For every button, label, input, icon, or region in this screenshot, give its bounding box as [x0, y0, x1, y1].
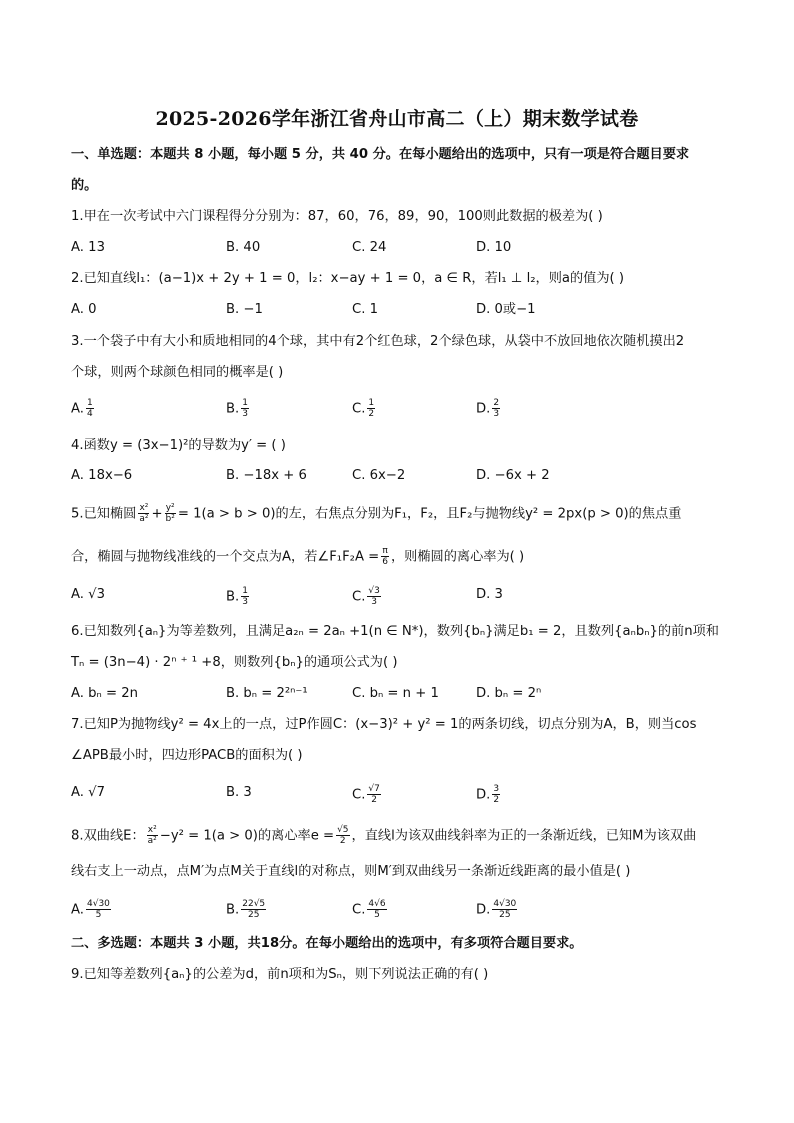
option-d: D. $\frac{3}{2}$: [476, 784, 500, 805]
question-8-options: [71, 899, 751, 923]
question-3-cont: 个球，则两个球颜色相同的概率是( ): [71, 365, 284, 380]
section2-heading: 二、多选题：本题共 3 小题，共18分。在每小题给出的选项中，有多项符合题目要求。: [71, 936, 583, 951]
option-b: B. $\frac{1}{3}$: [226, 398, 248, 419]
option-a: A. √3: [71, 587, 105, 602]
option-b: B. 3: [226, 785, 252, 800]
option-b: B. bₙ = 2²ⁿ⁻¹: [226, 686, 308, 701]
question-7-cont: ∠APB最小时，四边形PACB的面积为( ): [71, 748, 303, 763]
section1-heading-cont: 的。: [71, 178, 98, 193]
question-7: 7.已知P为抛物线y² = 4x上的一点，过P作圆C：(x−3)² + y² = 1的两条切线，切点分别为A，B，则当cos: [71, 717, 697, 732]
question-4: 4.函数y = (3x−1)²的导数为y′ = ( ): [71, 438, 286, 453]
option-c: C. 24: [352, 240, 387, 255]
option-a: A. bₙ = 2n: [71, 686, 138, 701]
question-5-options: [71, 586, 751, 610]
option-c: C. $\frac{√3}{3}$: [352, 586, 380, 607]
option-d: D. 10: [476, 240, 512, 255]
fraction: $\frac{2}{3}$: [493, 398, 500, 419]
option-d: D. $\frac{2}{3}$: [476, 398, 500, 419]
question-6-cont: Tₙ = (3n−4) · 2ⁿ ⁺ ¹ +8，则数列{bₙ}的通项公式为( ): [71, 655, 398, 670]
question-9: 9.已知等差数列{aₙ}的公差为d，前n项和为Sₙ，则下列说法正确的有( ): [71, 967, 489, 982]
option-d: D. −6x + 2: [476, 468, 550, 483]
fraction: $\frac{√3}{3}$: [368, 586, 380, 607]
fraction: $\frac{\text{x²}}{\text{a²}}$: [139, 503, 149, 524]
question-4-options: [71, 467, 751, 491]
fraction: $\frac{3}{2}$: [493, 784, 500, 805]
question-1-options: [71, 239, 751, 263]
fraction: $\frac{√5}{2}$: [337, 825, 349, 846]
option-d: D. 3: [476, 587, 503, 602]
question-8-cont: 线右支上一动点，点M′为点M关于直线l的对称点，则M′到双曲线另一条渐近线距离的最小值是( ): [71, 864, 631, 879]
option-c: C. bₙ = n + 1: [352, 686, 439, 701]
question-5: 5.已知椭圆 $\frac{\text{x²}}{\text{a²}}$ + $\frac{\text{y²}}{\text{b²}}$ = 1(a > b > 0)的左，右焦点分别为F₁，F₂，且F₂与抛物线y² = 2px(p > 0)的焦点重: [71, 503, 682, 524]
fraction: $\frac{4√30}{5}$: [86, 899, 110, 920]
option-a: A. $\frac{4√30}{5}$: [71, 899, 110, 920]
option-c: C. 1: [352, 302, 378, 317]
option-c: C. $\frac{1}{2}$: [352, 398, 375, 419]
fraction: $\frac{1}{3}$: [242, 398, 248, 419]
question-5-cont: 合，椭圆与抛物线准线的一个交点为A，若∠F₁F₂A = $\frac{\pi}{6}$ ，则椭圆的离心率为( ): [71, 546, 525, 567]
section1-heading: 一、单选题：本题共 8 小题，每小题 5 分，共 40 分。在每小题给出的选项中，只有一项是符合题目要求: [71, 147, 690, 162]
fraction: $\frac{\text{x²}}{\text{a²}}$: [147, 825, 157, 846]
question-2: 2.已知直线l₁：(a−1)x + 2y + 1 = 0，l₂：x−ay + 1 = 0，a ∈ R，若l₁ ⊥ l₂，则a的值为( ): [71, 271, 625, 286]
option-c: C. $\frac{√7}{2}$: [352, 784, 380, 805]
option-b: B. 40: [226, 240, 261, 255]
fraction: $\frac{1}{3}$: [242, 586, 248, 607]
question-7-options: [71, 784, 751, 808]
question-6: 6.已知数列{aₙ}为等差数列，且满足a₂ₙ = 2aₙ +1(n ∈ N*)，数列{bₙ}满足b₁ = 2，且数列{aₙbₙ}的前n项和: [71, 624, 719, 639]
option-a: A. 0: [71, 302, 97, 317]
fraction: $\frac{4√30}{25}$: [493, 899, 517, 920]
option-c: C. $\frac{4√6}{5}$: [352, 899, 386, 920]
question-3: 3.一个袋子中有大小和质地相同的4个球，其中有2个红色球，2个绿色球，从袋中不放回地依次随机摸出2: [71, 334, 685, 349]
option-a: A. $\frac{1}{4}$: [71, 398, 93, 419]
fraction: $\frac{22√5}{25}$: [242, 899, 266, 920]
question-8: 8.双曲线E： $\frac{\text{x²}}{\text{a²}}$ −y² = 1(a > 0)的离心率e = $\frac{√5}{2}$ ，直线l为该双曲线斜率为正的一条渐近线，已知M为该双曲: [71, 825, 697, 846]
option-a: A. √7: [71, 785, 105, 800]
question-6-options: [71, 685, 751, 709]
fraction: $\frac{1}{4}$: [86, 398, 93, 419]
option-b: B. −18x + 6: [226, 468, 307, 483]
fraction: $\frac{4√6}{5}$: [368, 899, 386, 920]
option-d: D. bₙ = 2ⁿ: [476, 686, 542, 701]
question-2-options: [71, 301, 751, 325]
fraction: $\frac{1}{2}$: [368, 398, 375, 419]
option-a: A. 13: [71, 240, 105, 255]
question-3-options: [71, 398, 751, 422]
option-b: B. $\frac{1}{3}$: [226, 586, 248, 607]
option-a: A. 18x−6: [71, 468, 133, 483]
fraction: $\frac{√7}{2}$: [368, 784, 380, 805]
option-d: D. 0或−1: [476, 302, 536, 317]
fraction: $\frac{\text{y²}}{\text{b²}}$: [165, 503, 175, 524]
option-b: B. −1: [226, 302, 263, 317]
option-c: C. 6x−2: [352, 468, 406, 483]
exam-title: 2025-2026学年浙江省舟山市高二（上）期末数学试卷: [155, 108, 639, 130]
fraction: $\frac{\pi}{6}$: [382, 546, 388, 567]
option-d: D. $\frac{4√30}{25}$: [476, 899, 517, 920]
option-b: B. $\frac{22√5}{25}$: [226, 899, 266, 920]
question-1: 1.甲在一次考试中六门课程得分分别为：87，60，76，89，90，100则此数据的极差为( ): [71, 209, 603, 224]
